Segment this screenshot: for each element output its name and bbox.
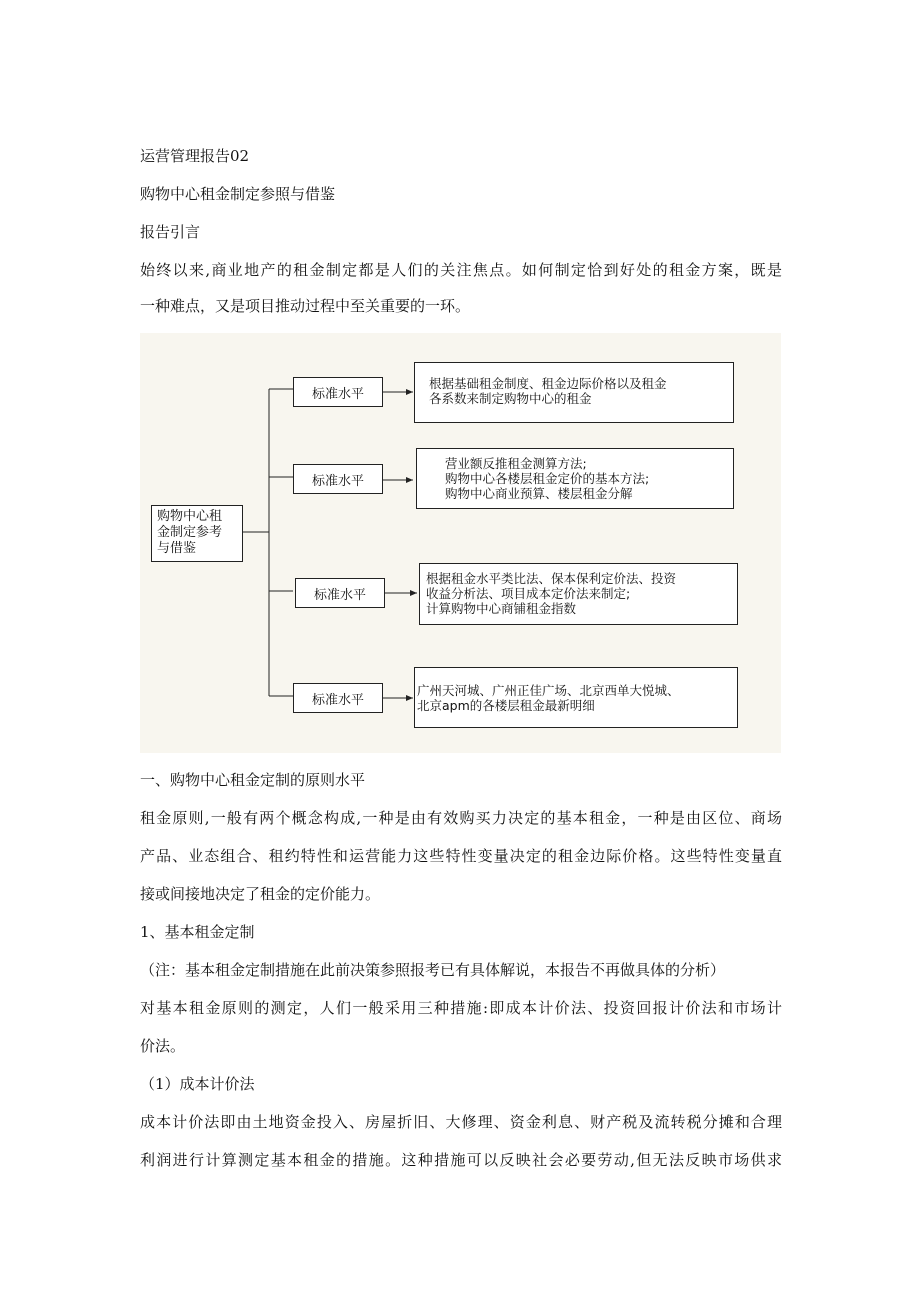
- intro-paragraph-line: 始终以来,商业地产的租金制定都是人们的关注焦点。如何制定恰到好处的租金方案，既是: [140, 261, 782, 279]
- branch-level-box: 标准水平: [293, 464, 383, 494]
- intro-heading: 报告引言: [140, 223, 201, 241]
- description-line: 根据租金水平类比法、保本保利定价法、投资: [426, 571, 677, 586]
- note-line: （注：基本租金定制措施在此前决策参照报考已有具体解说，本报告不再做具体的分析）: [140, 961, 726, 979]
- subsection-heading: （1）成本计价法: [140, 1075, 255, 1093]
- intro-paragraph-line: 一种难点，又是项目推动过程中至关重要的一环。: [140, 297, 471, 315]
- diagram-root-box: [151, 505, 243, 562]
- paragraph-line: 接或间接地决定了租金的定价能力。: [140, 885, 381, 903]
- root-line: 金制定参考: [157, 525, 223, 540]
- paragraph-line: 租金原则,一般有两个概念构成,一种是由有效购买力决定的基本租金，一种是由区位、商场: [140, 809, 782, 827]
- description-line: 根据基础租金制度、租金边际价格以及租金: [429, 376, 667, 391]
- description-line: 收益分析法、项目成本定价法来制定;: [426, 586, 631, 601]
- branch-description-box: [416, 448, 734, 509]
- subsection-heading: 1、基本租金定制: [140, 923, 255, 941]
- section-heading: 一、购物中心租金定制的原则水平: [140, 771, 366, 789]
- paragraph-line: 利润进行计算测定基本租金的措施。这种措施可以反映社会必要劳动,但无法反映市场供求: [140, 1151, 782, 1169]
- branch-description-box: [414, 667, 738, 728]
- branch-level-box: 标准水平: [295, 578, 385, 608]
- description-line: 计算购物中心商铺租金指数: [426, 601, 577, 616]
- root-line: 与借鉴: [157, 541, 197, 556]
- report-title: 运营管理报告02: [140, 147, 250, 165]
- paragraph-line: 成本计价法即由土地资金投入、房屋折旧、大修理、资金利息、财产税及流转税分摊和合理: [140, 1113, 782, 1131]
- branch-level-box: 标准水平: [293, 377, 383, 407]
- paragraph-line: 对基本租金原则的测定，人们一般采用三种措施:即成本计价法、投资回报计价法和市场计: [140, 999, 782, 1017]
- rent-reference-diagram: [140, 333, 781, 753]
- report-subtitle: 购物中心租金制定参照与借鉴: [140, 185, 336, 203]
- description-line: 营业额反推租金测算方法;: [445, 456, 587, 471]
- description-line: 广州天河城、广州正佳广场、北京西单大悦城、: [417, 683, 680, 698]
- description-line: 各系数来制定购物中心的租金: [429, 391, 592, 406]
- branch-description-box: [419, 563, 738, 625]
- description-line: 北京apm的各楼层租金最新明细: [417, 698, 595, 713]
- paragraph-line: 产品、业态组合、租约特性和运营能力这些特性变量决定的租金边际价格。这些特性变量直: [140, 847, 782, 865]
- root-line: 购物中心租: [157, 509, 223, 524]
- description-line: 购物中心商业预算、楼层租金分解: [445, 486, 633, 501]
- paragraph-line: 价法。: [140, 1037, 186, 1055]
- branch-description-box: [414, 362, 734, 423]
- description-line: 购物中心各楼层租金定价的基本方法;: [445, 471, 650, 486]
- branch-level-box: 标准水平: [293, 683, 383, 713]
